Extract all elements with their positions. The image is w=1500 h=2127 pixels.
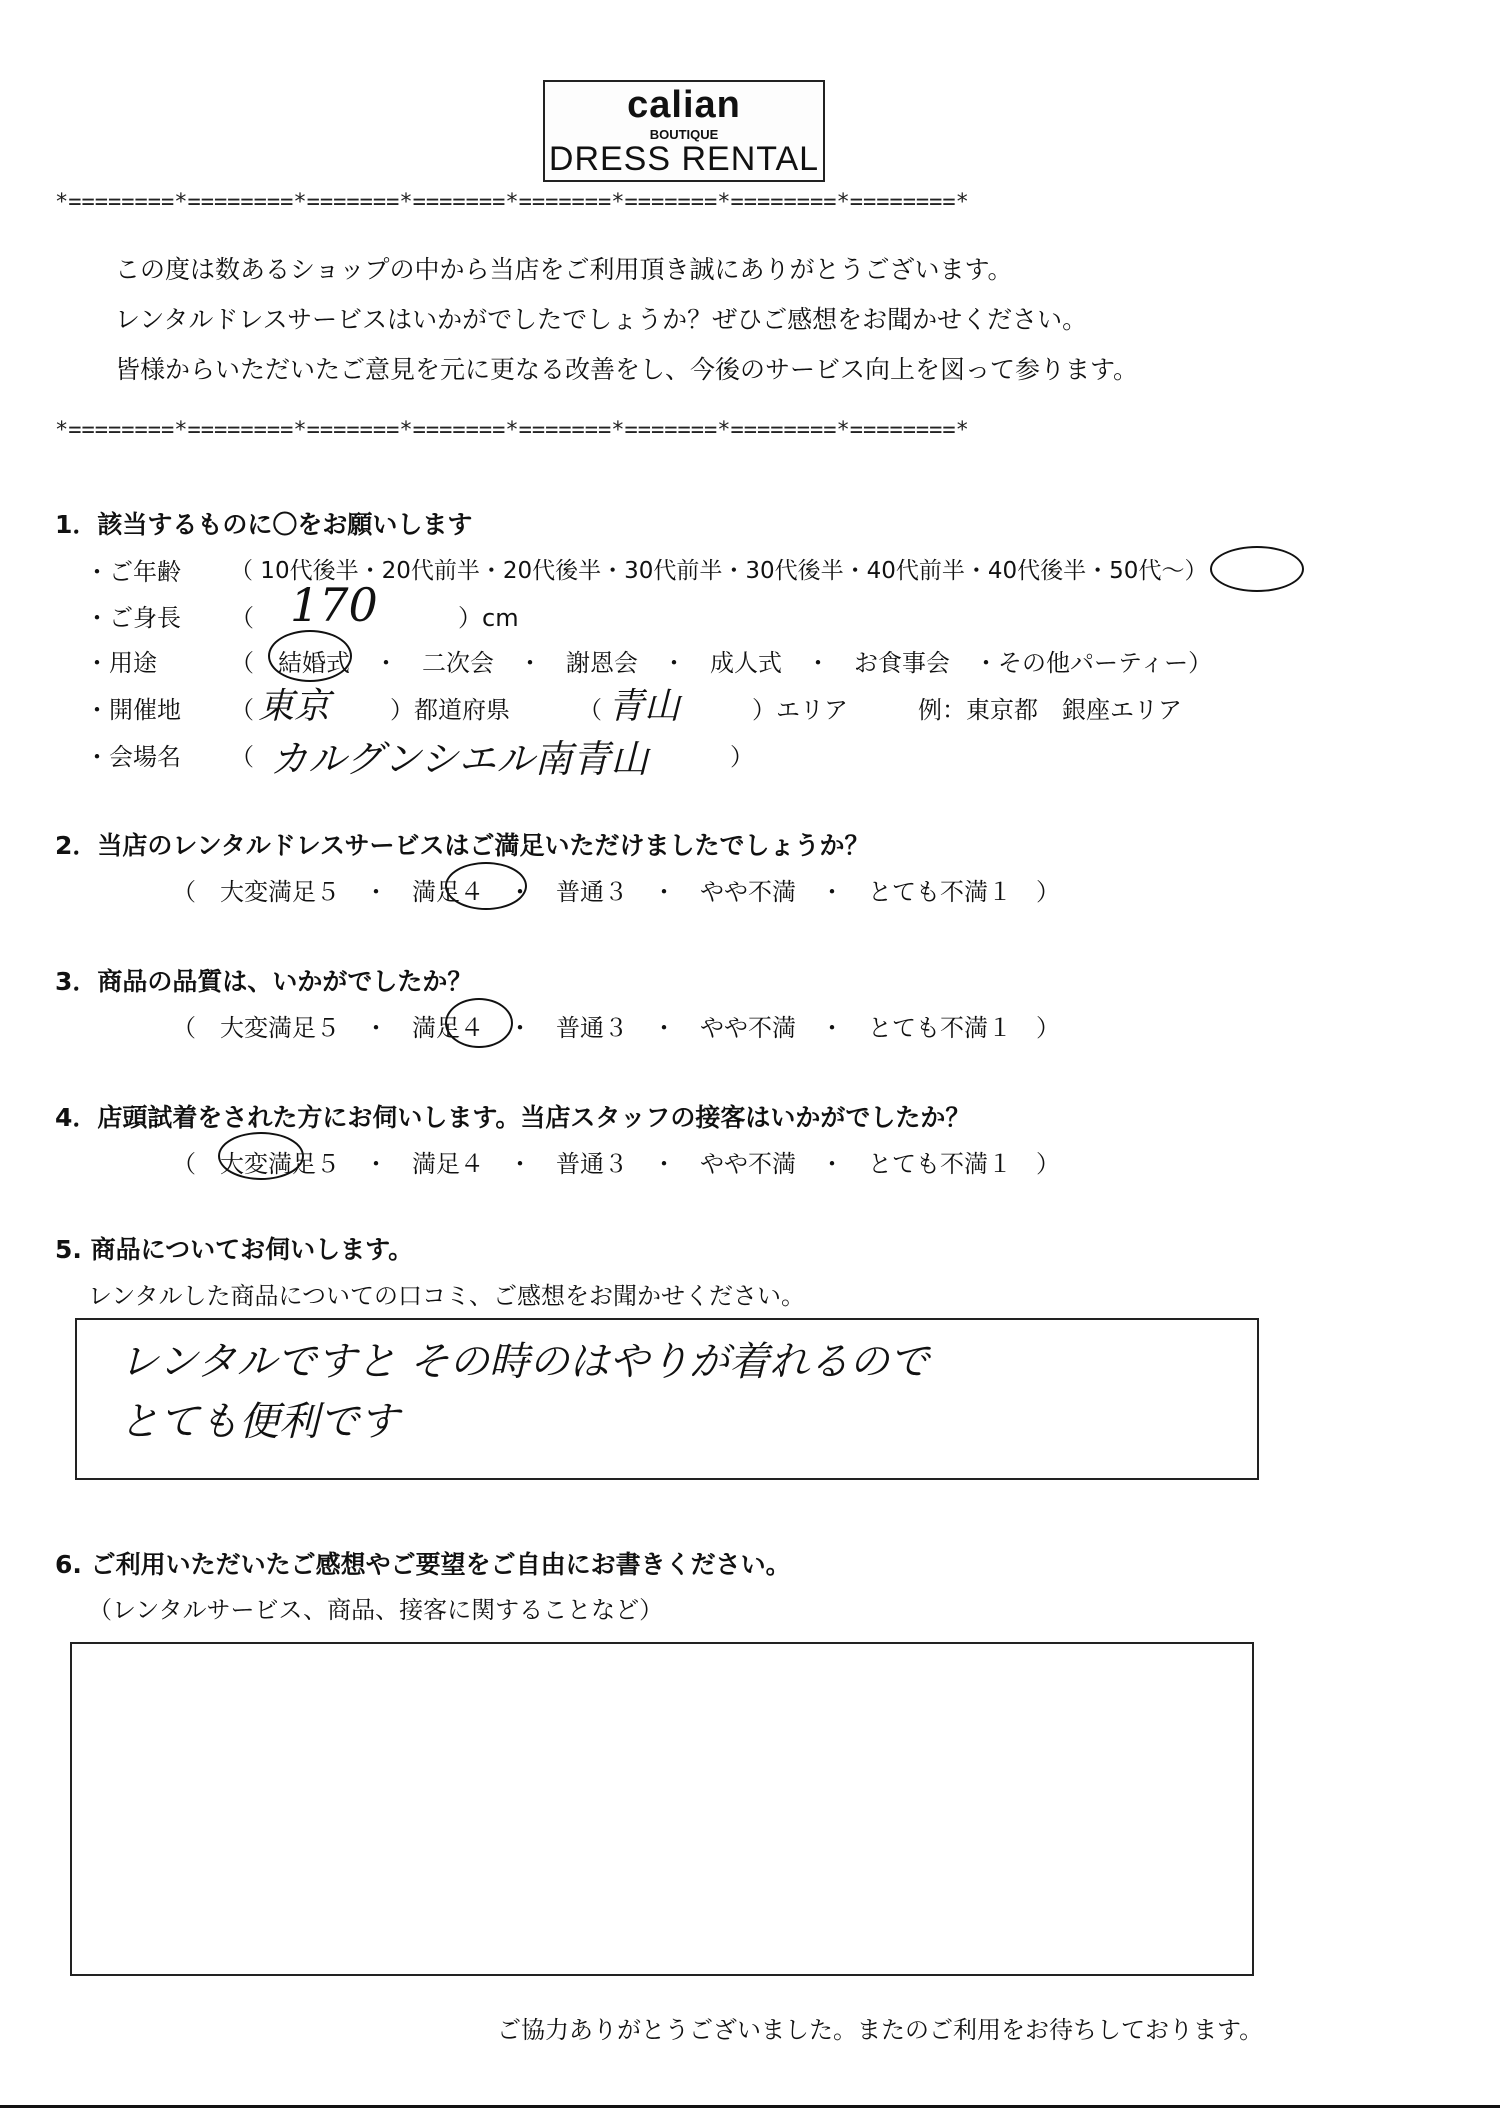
q3-selection-circle <box>445 998 513 1048</box>
q6-subtitle: （レンタルサービス、商品、接客に関することなど） <box>88 1596 664 1624</box>
venue-label: ・会場名 <box>85 743 181 771</box>
logo <box>543 80 825 182</box>
height-unit: ）cm <box>458 604 519 632</box>
area-label: ）エリア <box>752 696 848 724</box>
intro-line-3: 皆様からいただいたご意見を元に更なる改善をし、今後のサービス向上を図って参ります。 <box>115 355 1139 384</box>
q5-answer-box[interactable] <box>75 1318 1259 1480</box>
area-value[interactable]: 青山 <box>608 686 681 727</box>
venue-value[interactable]: カルグンシエル南青山 <box>270 737 649 781</box>
prefecture-label: ）都道府県 <box>390 696 510 724</box>
location-example: 例：東京都 銀座エリア <box>918 696 1182 724</box>
age-selection-circle <box>1210 546 1304 592</box>
purpose-label: ・用途 <box>85 649 157 677</box>
venue-open-paren: （ <box>230 743 254 771</box>
intro-line-2: レンタルドレスサービスはいかがでしたでしょうか？ぜひご感想をお聞かせください。 <box>115 305 1088 334</box>
age-label: ・ご年齢 <box>85 558 181 586</box>
intro-line-1: この度は数あるショップの中から当店をご利用頂き誠にありがとうございます。 <box>115 255 1013 284</box>
logo-sub: BOUTIQUE <box>649 127 719 142</box>
q3-scale[interactable]: （ 大変満足５ ・ 満足４ ・ 普通３ ・ やや不満 ・ とても不満１ ） <box>172 1014 1060 1042</box>
purpose-selection-circle <box>268 630 352 682</box>
area-open-paren: （ <box>578 696 602 724</box>
q2-scale[interactable]: （ 大変満足５ ・ 満足４ ・ 普通３ ・ やや不満 ・ とても不満１ ） <box>172 878 1060 906</box>
location-label: ・開催地 <box>85 696 181 724</box>
prefecture-value[interactable]: 東京 <box>258 686 331 727</box>
purpose-options[interactable]: （ 結婚式 ・ 二次会 ・ 謝恩会 ・ 成人式 ・ お食事会 ・その他パーティー） <box>230 649 1213 677</box>
separator-top: *========*========*=======*=======*=======*=======*========*========* <box>55 190 969 215</box>
height-value[interactable]: 170 <box>290 578 378 632</box>
age-options[interactable]: （ 10代後半・20代前半・20代後半・30代前半・30代後半・40代前半・40代後半・50代～） <box>230 558 1208 584</box>
q3-title: 3．商品の品質は、いかがでしたか？ <box>55 967 473 996</box>
q5-answer-line-2: とても便利です <box>119 1399 399 1445</box>
logo-dress-rental: DRESS RENTAL <box>548 140 820 178</box>
q6-answer-box[interactable] <box>70 1642 1254 1976</box>
location-open-paren: （ <box>230 696 254 724</box>
separator-bottom: *========*========*=======*=======*=======*=======*========*========* <box>55 418 969 443</box>
q5-subtitle: レンタルした商品についての口コミ、ご感想をお聞かせください。 <box>88 1282 805 1310</box>
height-label: ・ご身長 <box>85 604 181 632</box>
q2-selection-circle <box>445 862 527 910</box>
q1-title: 1．該当するものに〇をお願いします <box>55 510 473 539</box>
q4-selection-circle <box>218 1132 304 1180</box>
q5-answer-line-1: レンタルですと その時のはやりが着れるので <box>119 1339 930 1385</box>
height-open-paren: （ <box>230 604 254 632</box>
q4-title: 4．店頭試着をされた方にお伺いします。当店スタッフの接客はいかがでしたか？ <box>55 1103 971 1132</box>
closing-message: ご協力ありがとうございました。またのご利用をお待ちしております。 <box>497 2016 1264 2044</box>
q5-title: 5. 商品についてお伺いします。 <box>55 1235 414 1264</box>
logo-brand: calian <box>627 84 741 126</box>
q6-title: 6. ご利用いただいたご感想やご要望をご自由にお書きください。 <box>55 1550 791 1579</box>
bottom-rule <box>0 2105 1500 2108</box>
q4-scale[interactable]: （ 大変満足５ ・ 満足４ ・ 普通３ ・ やや不満 ・ とても不満１ ） <box>172 1150 1060 1178</box>
q2-title: 2．当店のレンタルドレスサービスはご満足いただけましたでしょうか？ <box>55 831 870 860</box>
venue-close-paren: ） <box>730 743 754 771</box>
